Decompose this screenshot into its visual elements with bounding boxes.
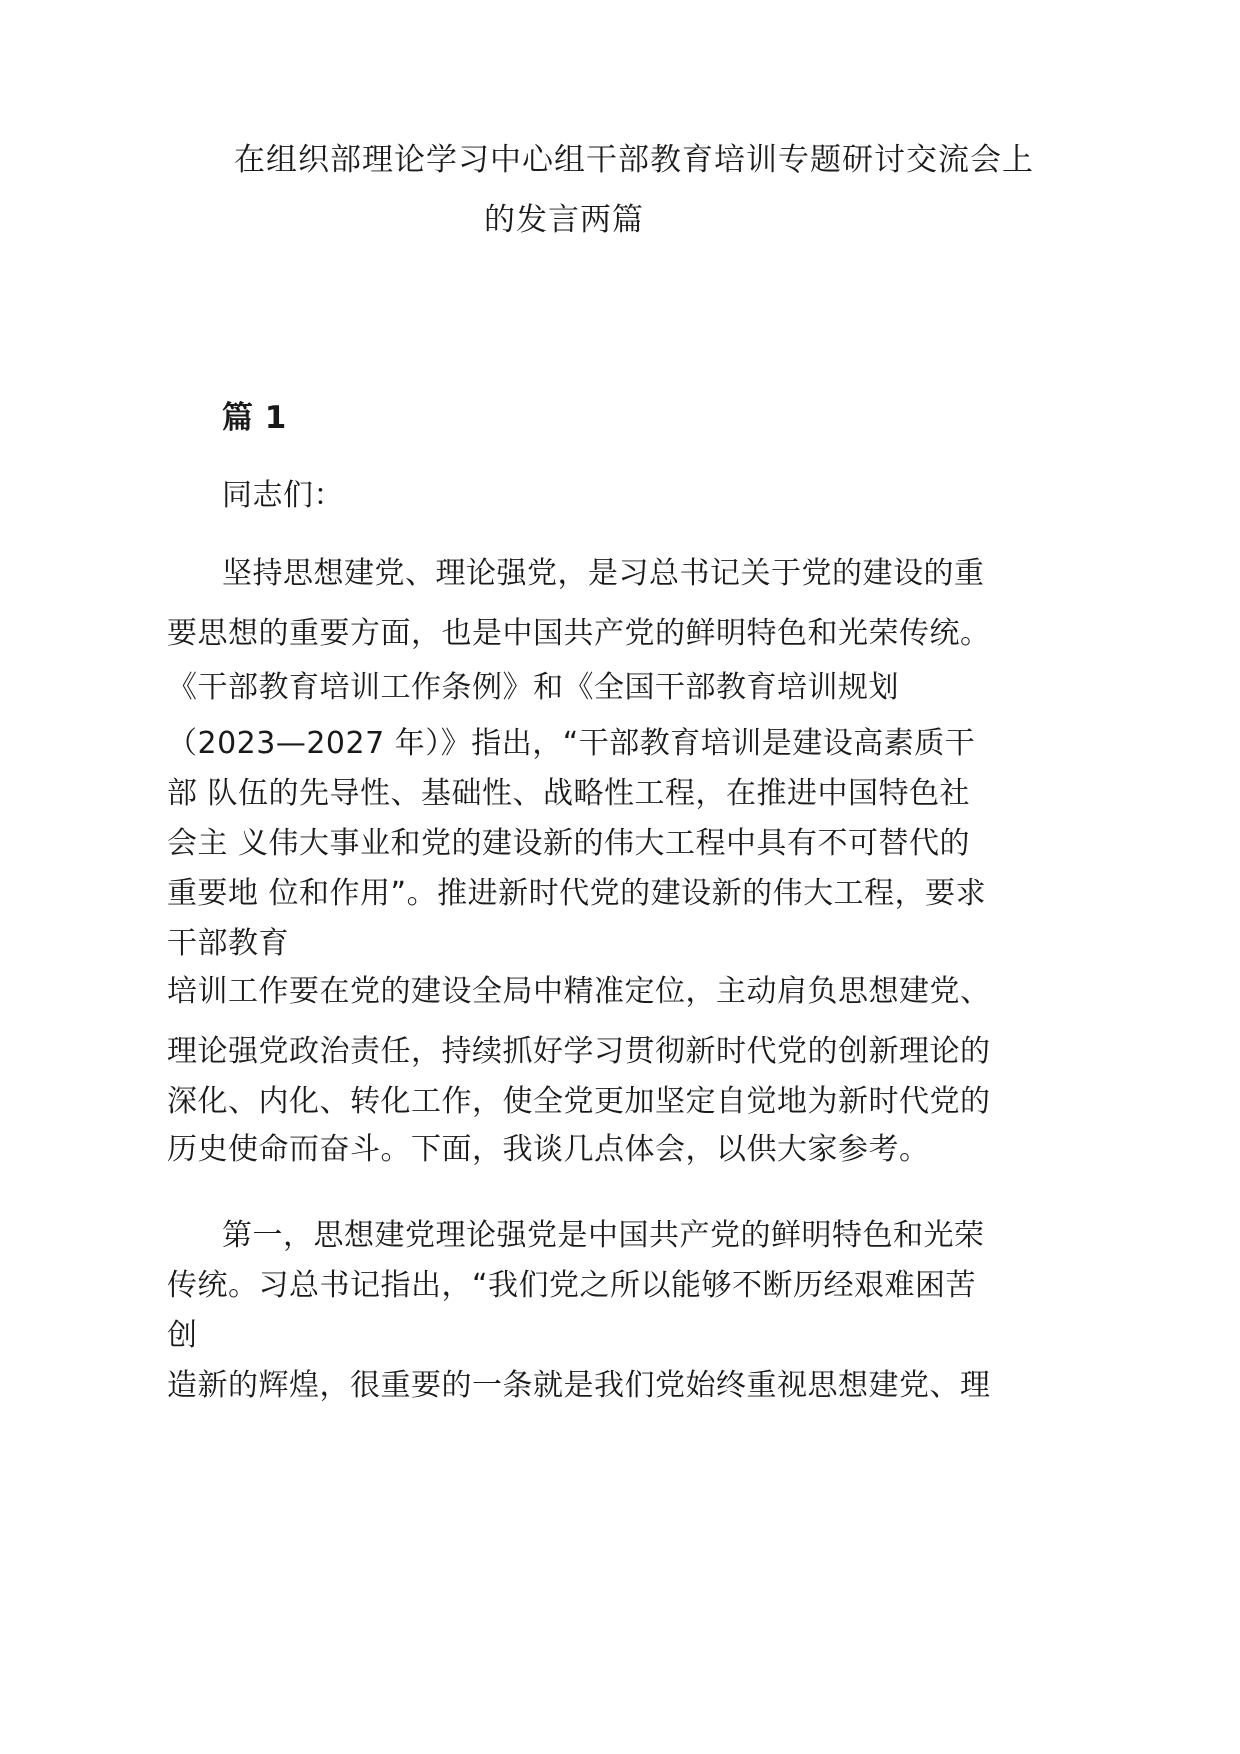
paragraph-2-line-3: 创 (167, 1318, 198, 1353)
document-title-line-2: 的发言两篇 (484, 202, 644, 238)
paragraph-1-line-8: 干部教育 (167, 926, 289, 961)
paragraph-2-line-2: 传统。习总书记指出，“我们党之所以能够不断历经艰难困苦 (167, 1268, 977, 1303)
paragraph-1-line-10: 理论强党政治责任，持续抓好学习贯彻新时代党的创新理论的 (167, 1034, 991, 1069)
paragraph-1-line-3: 《干部教育培训工作条例》和《全国干部教育培训规划 (167, 670, 899, 705)
paragraph-1-line-7: 重要地 位和作用”。推进新时代党的建设新的伟大工程，要求 (167, 876, 987, 911)
salutation: 同志们： (222, 478, 344, 513)
paragraph-2-line-4: 造新的辉煌，很重要的一条就是我们党始终重视思想建党、理 (167, 1368, 991, 1403)
document-title-line-1: 在组织部理论学习中心组干部教育培训专题研讨交流会上 (234, 142, 1034, 178)
paragraph-1-line-2: 要思想的重要方面，也是中国共产党的鲜明特色和光荣传统。 (167, 616, 991, 651)
paragraph-2-line-1: 第一，思想建党理论强党是中国共产党的鲜明特色和光荣 (222, 1218, 985, 1253)
paragraph-1-line-4: （2023—2027 年）》指出，“干部教育培训是建设高素质干 (167, 726, 976, 761)
paragraph-1-line-11: 深化、内化、转化工作，使全党更加坚定自觉地为新时代党的 (167, 1084, 991, 1119)
paragraph-1-line-1: 坚持思想建党、理论强党，是习总书记关于党的建设的重 (222, 556, 985, 591)
section-heading: 篇 1 (222, 400, 287, 436)
paragraph-1-line-5: 部 队伍的先导性、基础性、战略性工程，在推进中国特色社 (167, 776, 971, 811)
paragraph-1-line-12: 历史使命而奋斗。下面，我谈几点体会，以供大家参考。 (167, 1132, 930, 1167)
paragraph-1-line-9: 培训工作要在党的建设全局中精准定位，主动肩负思想建党、 (167, 974, 991, 1009)
paragraph-1-line-6: 会主 义伟大事业和党的建设新的伟大工程中具有不可替代的 (167, 826, 971, 861)
